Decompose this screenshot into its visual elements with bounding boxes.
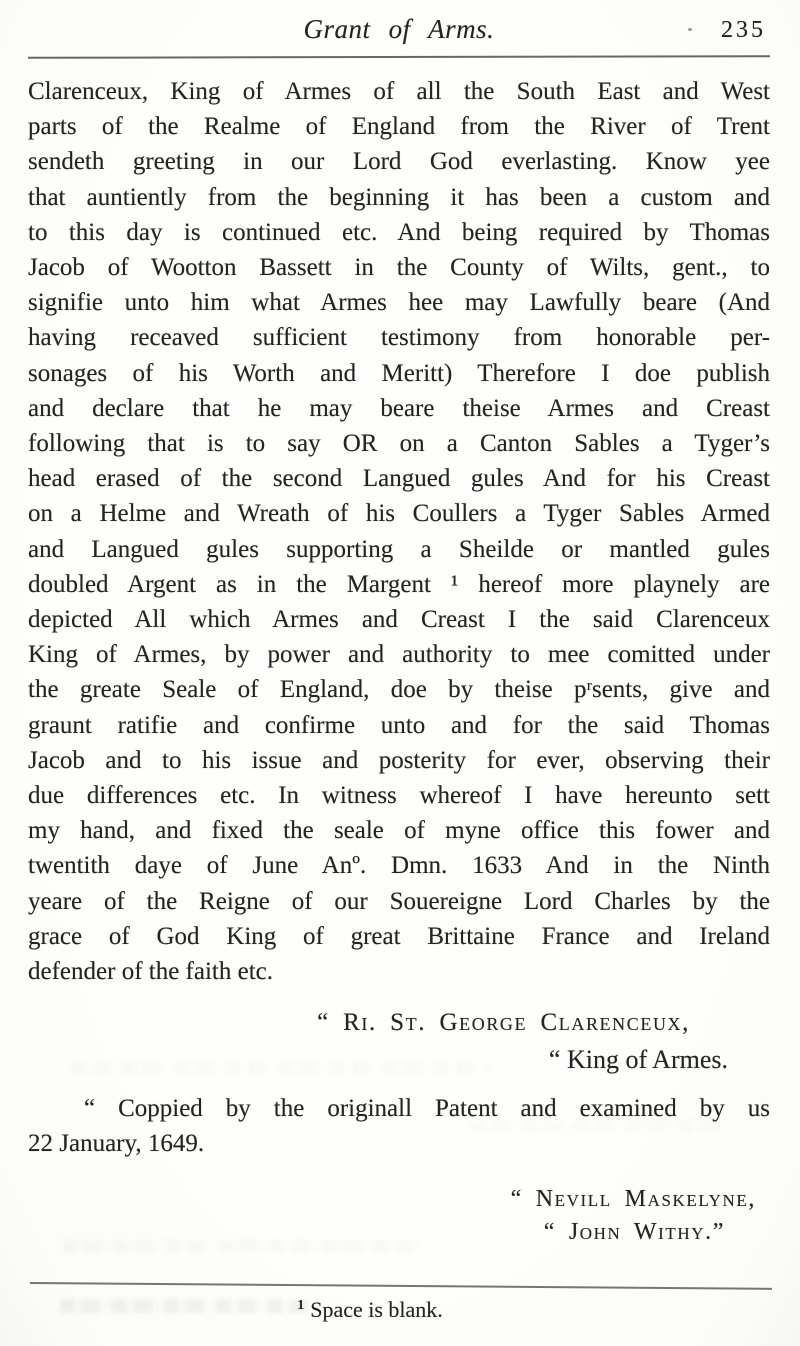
witness-john-withy: “ John Withy.” xyxy=(543,1219,725,1246)
text-line: graunt ratifie and confirme unto and for the said Thomas xyxy=(28,711,770,739)
text-line: yeare of the Reigne of our Souereigne Lord Charles by the xyxy=(28,887,770,915)
running-header xyxy=(28,14,770,48)
text-line: and Langued gules supporting a Sheilde or mantled gules xyxy=(28,535,770,563)
signature-block xyxy=(28,1004,770,1078)
scan-speck xyxy=(688,28,692,31)
footnote-rule xyxy=(30,1282,772,1290)
text-line: having receaved sufficient testimony from honorable per- xyxy=(28,324,770,352)
text-line: doubled Argent as in the Margent ¹ hereof more playnely are xyxy=(28,570,770,598)
text-line: Clarenceux, King of Armes of all the South East and West xyxy=(28,78,770,105)
text-line: and declare that he may beare theise Armes and Creast xyxy=(28,394,770,422)
footnote xyxy=(0,1297,740,1323)
copy-attestation-date: 22 January, 1649. xyxy=(28,1130,205,1158)
signature-clarenceux: “ Ri. St. George Clarenceux, xyxy=(317,1009,690,1037)
main-text xyxy=(28,74,770,989)
text-line: signifie unto him what Armes hee may Lawfully beare (And xyxy=(28,289,770,317)
text-line: parts of the Realme of England from the River of Trent xyxy=(28,113,770,141)
text-line: defender of the faith etc. xyxy=(28,958,274,986)
text-line: to this day is continued etc. And being required by Thomas xyxy=(28,218,770,246)
running-header-title: Grant of Arms. xyxy=(303,14,495,44)
text-line: on a Helme and Wreath of his Coullers a Tyger Sables Armed xyxy=(28,500,770,528)
signature-king-of-armes: “ King of Armes. xyxy=(548,1045,728,1075)
text-line: head erased of the second Langued gules And for his Creast xyxy=(28,465,770,493)
text-line: my hand, and fixed the seale of myne office this fower and xyxy=(28,817,770,845)
witness-signatures xyxy=(28,1183,770,1249)
text-line: King of Armes, by power and authority to mee comitted under xyxy=(28,641,770,669)
text-line: twentith daye of June Anº. Dmn. 1633 And in the Ninth xyxy=(28,852,770,880)
footnote-marker: 1 xyxy=(297,1297,305,1313)
copy-attestation-line: “ Coppied by the originall Patent and examined by us xyxy=(84,1095,770,1123)
copy-attestation xyxy=(28,1091,770,1161)
text-line: depicted All which Armes and Creast I the said Clarenceux xyxy=(28,606,770,634)
text-line: sendeth greeting in our Lord God everlasting. Know yee xyxy=(28,148,770,176)
text-line: sonages of his Worth and Meritt) Therefore I doe publish xyxy=(28,359,770,387)
text-line: grace of God King of great Brittaine France and Ireland xyxy=(28,922,770,950)
footnote-text: Space is blank. xyxy=(310,1297,443,1322)
text-line: Jacob of Wootton Bassett in the County of Wilts, gent., to xyxy=(28,254,770,282)
header-rule xyxy=(28,55,770,59)
text-line: Jacob and to his issue and posterity for ever, observing their xyxy=(28,746,770,774)
text-line: the greate Seale of England, doe by theise pʳsents, give and xyxy=(28,676,770,704)
text-line: due differences etc. In witness whereof I have hereunto sett xyxy=(28,782,770,810)
text-line: that auntiently from the beginning it has been a custom and xyxy=(28,183,770,211)
witness-nevill-maskelyne: “ Nevill Maskelyne, xyxy=(510,1186,756,1213)
text-line: following that is to say OR on a Canton Sables a Tyger’s xyxy=(28,430,770,458)
page-number: 235 xyxy=(721,17,766,43)
